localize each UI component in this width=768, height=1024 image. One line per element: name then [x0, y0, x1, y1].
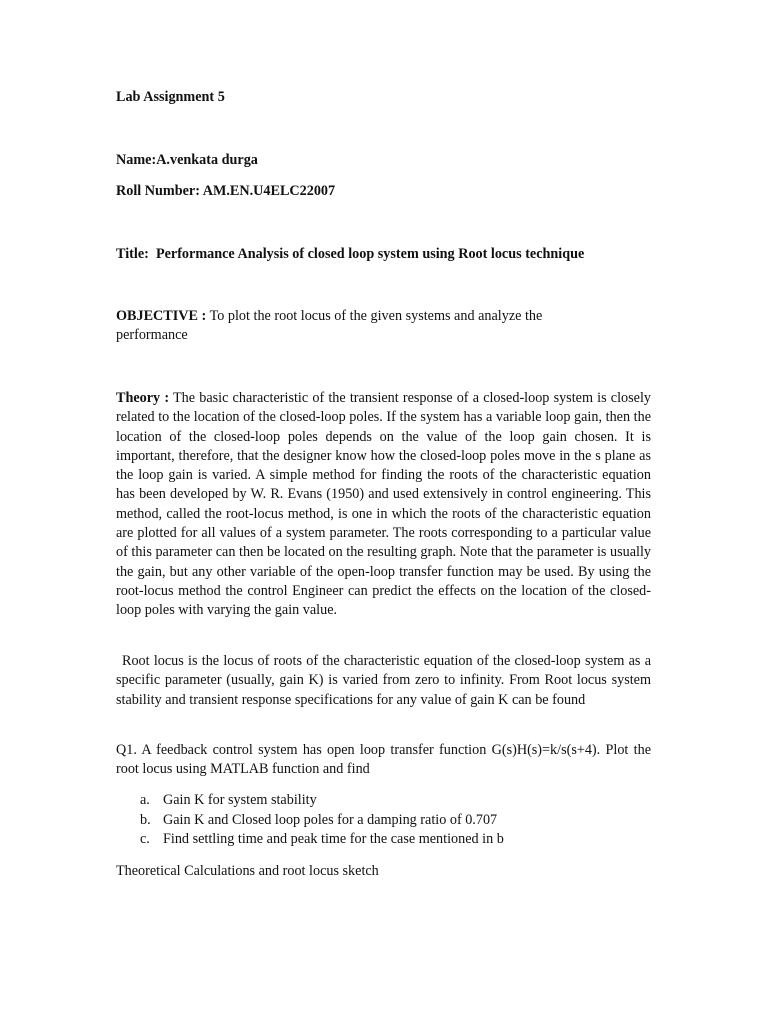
theory-paragraph	[116, 389, 651, 621]
section-heading: Theoretical Calculations and root locus sketch	[116, 863, 379, 879]
title-text: Performance Analysis of closed loop system using Root locus technique	[155, 246, 585, 262]
list-marker: c.	[140, 831, 150, 847]
roll-number	[116, 182, 335, 200]
list-item	[140, 830, 504, 850]
list-marker: a.	[140, 792, 150, 808]
name-value: A.venkata durga	[156, 152, 258, 168]
root-locus-text: Root locus is the locus of roots of the characteristic equation of the closed-loop system as a specific parameter (usually, gain K) is varied from zero to infinity. From Root locus system stability and transient response specifications for any value of gain K can be found	[116, 653, 651, 708]
name-label: Name:	[116, 152, 157, 168]
title-line	[116, 245, 584, 263]
theory-text: The basic characteristic of the transient response of a closed-loop system is closely related to the location of the closed-loop poles. If the system has a variable loop gain, then the location of the closed-loop poles depends on the value of the loop gain chosen. It is important, therefore, that the designer know how the closed-loop poles move in the s plane as the loop gain is varied. A simple method for finding the roots of the characteristic equation has been developed by W. R. Evans (1950) and used extensively in control engineering. This method, called the root-locus method, is one in which the roots of the characteristic equation are plotted for all values of a system parameter. The roots corresponding to a particular value of this parameter can then be located on the resulting graph. Note that the parameter is usually the gain, but any other variable of the open-loop transfer function may be used. By using the root-locus method the control Engineer can predict the effects on the location of the closed-loop poles with varying the gain value.	[116, 390, 651, 619]
root-locus-paragraph	[116, 652, 651, 710]
list-item-text: Gain K for system stability	[163, 792, 317, 808]
objective-label: OBJECTIVE :	[116, 308, 207, 324]
student-name	[116, 151, 258, 169]
title-label: Title:	[116, 246, 149, 262]
list-item-text: Find settling time and peak time for the case mentioned in b	[163, 831, 504, 847]
question-1-list	[140, 791, 504, 850]
roll-label: Roll Number:	[116, 183, 203, 199]
question-1-text: Q1. A feedback control system has open loop transfer function G(s)H(s)=k/s(s+4). Plot the root locus using MATLAB function and find	[116, 742, 651, 778]
roll-value: AM.EN.U4ELC22007	[202, 183, 336, 199]
assignment-heading: Lab Assignment 5	[116, 89, 225, 105]
theory-label: Theory :	[116, 390, 170, 406]
question-1	[116, 741, 651, 780]
list-item-text: Gain K and Closed loop poles for a damping ratio of 0.707	[163, 811, 498, 828]
list-item	[140, 811, 504, 831]
objective	[116, 307, 596, 346]
objective-text: To plot the root locus of the given systems and analyze the performance	[116, 308, 543, 344]
list-marker: b.	[140, 811, 151, 828]
list-item	[140, 791, 504, 811]
